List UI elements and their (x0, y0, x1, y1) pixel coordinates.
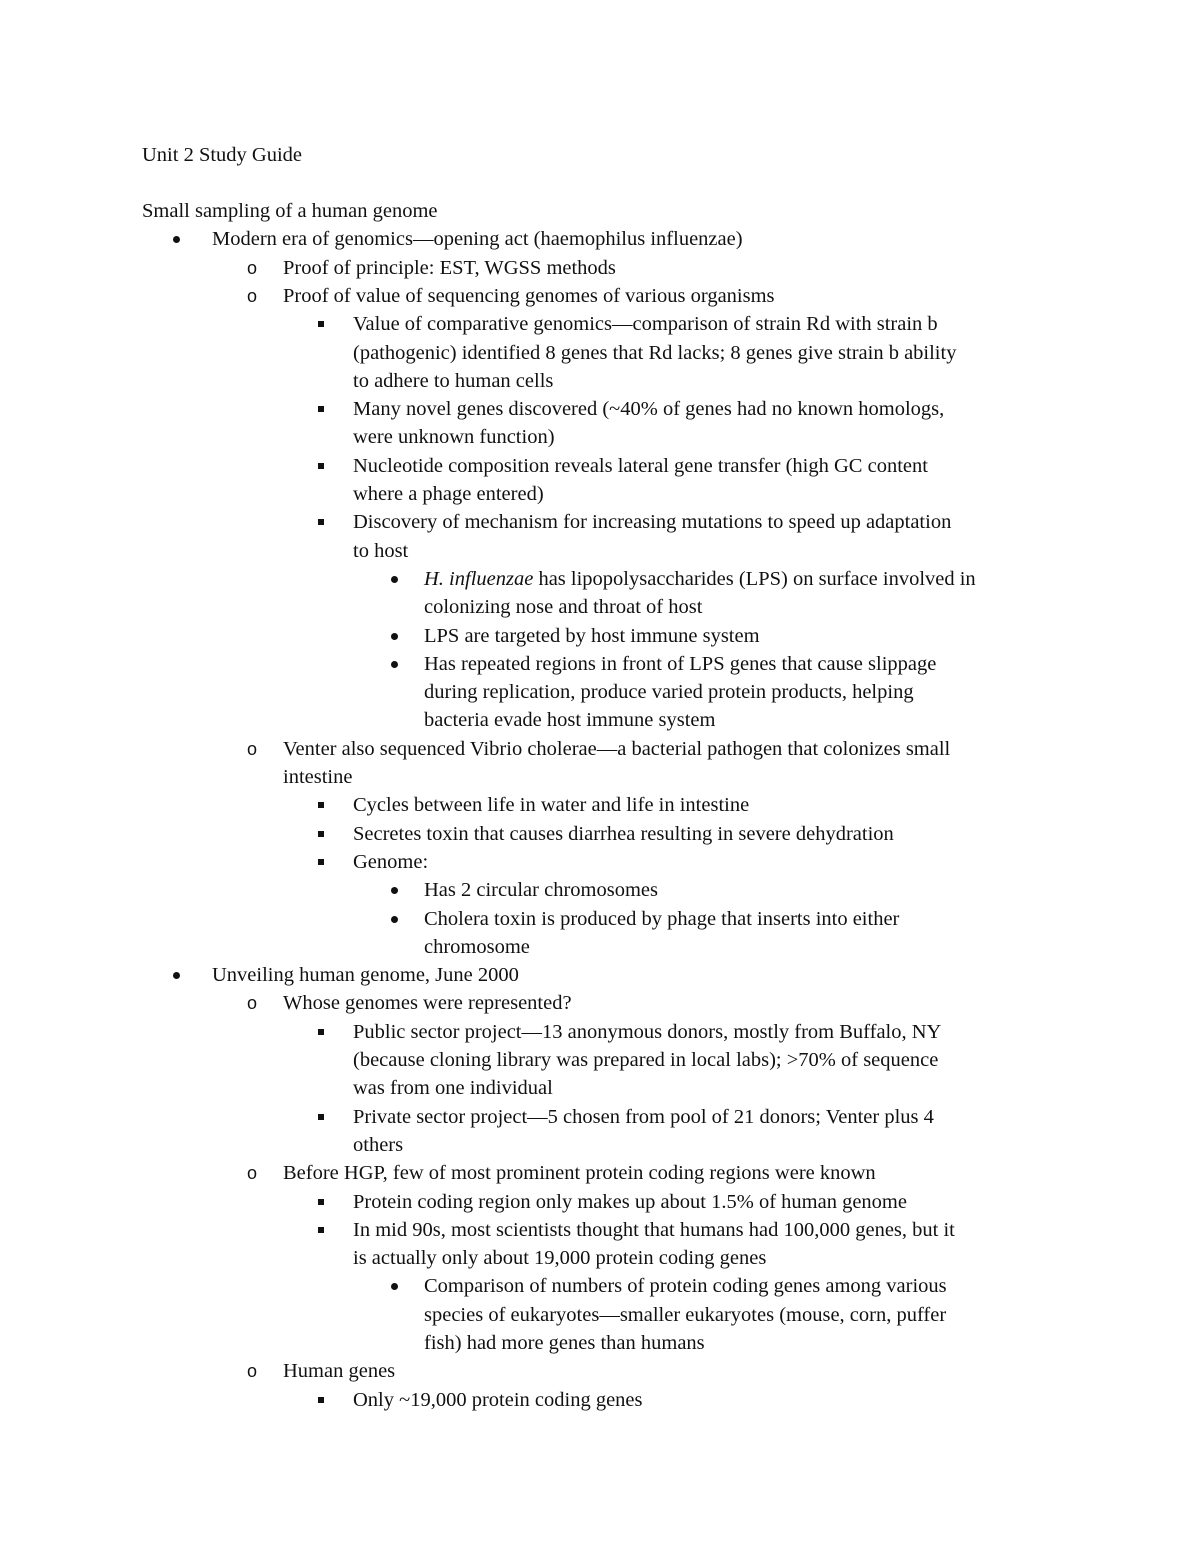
list-item-line: others (353, 1133, 404, 1156)
list-item-line: Whose genomes were represented? (283, 992, 572, 1015)
list-item-line: fish) had more genes than humans (424, 1332, 705, 1354)
bullet-square-icon (318, 1199, 324, 1205)
list-item-line: species of eukaryotes—smaller eukaryotes (mouse, corn, puffer (424, 1303, 947, 1326)
bullet-circle-icon: o (247, 993, 258, 1014)
list-item-line: (because cloning library was prepared in local labs); >70% of sequence (353, 1049, 939, 1071)
section-heading: Small sampling of a human genome (142, 200, 438, 222)
list-item-line: Genome: (353, 850, 429, 873)
bullet-dot-icon (391, 887, 398, 894)
bullet-dot-icon (173, 972, 180, 979)
list-item-line: Many novel genes discovered (~40% of genes had no known homologs, (353, 398, 945, 421)
list-item-line: bacteria evade host immune system (424, 709, 716, 732)
bullet-square-icon (318, 859, 324, 865)
list-item-line: is actually only about 19,000 protein coding genes (353, 1247, 767, 1270)
list-item-line: Only ~19,000 protein coding genes (353, 1388, 643, 1411)
list-item-line: Nucleotide composition reveals lateral gene transfer (high GC content (353, 454, 928, 477)
list-item-line: Proof of principle: EST, WGSS methods (283, 256, 616, 279)
bullet-dot-icon (391, 661, 398, 668)
italic-species-name: H. influenzae (424, 567, 534, 590)
list-item-line: Has repeated regions in front of LPS genes that cause slippage (424, 652, 937, 675)
bullet-circle-icon: o (247, 257, 258, 278)
bullet-circle-icon: o (247, 738, 258, 759)
bullet-dot-icon (391, 916, 398, 923)
bullet-circle-icon: o (247, 1163, 258, 1184)
list-item-line: colonizing nose and throat of host (424, 596, 703, 619)
list-item-line: was from one individual (353, 1077, 553, 1100)
list-item-line: Proof of value of sequencing genomes of various organisms (283, 284, 775, 307)
list-item-line: intestine (283, 766, 353, 788)
list-item-line: (pathogenic) identified 8 genes that Rd lacks; 8 genes give strain b ability (353, 341, 957, 364)
bullet-square-icon (318, 463, 324, 469)
bullet-square-icon (318, 321, 324, 327)
list-item-line: to host (353, 539, 409, 562)
bullet-dot-icon (173, 236, 180, 243)
list-item-line: Unveiling human genome, June 2000 (212, 964, 519, 987)
list-item-line: Cholera toxin is produced by phage that inserts into either (424, 907, 900, 930)
list-item-line: Secretes toxin that causes diarrhea resulting in severe dehydration (353, 822, 894, 845)
list-item-line: Human genes (283, 1360, 396, 1383)
list-item-line: LPS are targeted by host immune system (424, 624, 760, 647)
list-item-line: to adhere to human cells (353, 369, 554, 392)
list-item-line: In mid 90s, most scientists thought that humans had 100,000 genes, but it (353, 1218, 955, 1241)
list-item-line: Before HGP, few of most prominent protein coding regions were known (283, 1162, 876, 1185)
list-item-line: during replication, produce varied protein products, helping (424, 681, 914, 704)
list-item-line: Discovery of mechanism for increasing mutations to speed up adaptation (353, 511, 952, 534)
list-item-line: Value of comparative genomics—comparison of strain Rd with strain b (353, 313, 938, 336)
bullet-dot-icon (391, 633, 398, 640)
bullet-dot-icon (391, 576, 398, 583)
bullet-circle-icon: o (247, 1361, 258, 1382)
bullet-square-icon (318, 1114, 324, 1120)
list-item-line: Venter also sequenced Vibrio cholerae—a bacterial pathogen that colonizes small (283, 737, 951, 760)
list-item-text: has lipopolysaccharides (LPS) on surface involved in (533, 567, 976, 590)
bullet-square-icon (318, 1029, 324, 1035)
list-item-line: Comparison of numbers of protein coding genes among various (424, 1275, 947, 1298)
bullet-square-icon (318, 831, 324, 837)
list-item-line: where a phage entered) (353, 483, 544, 505)
bullet-square-icon (318, 1227, 324, 1233)
list-item-line: Public sector project—13 anonymous donors, mostly from Buffalo, NY (353, 1020, 942, 1043)
list-item-line: chromosome (424, 935, 530, 958)
list-item-line: Private sector project—5 chosen from pool of 21 donors; Venter plus 4 (353, 1105, 934, 1128)
bullet-circle-icon: o (247, 285, 258, 306)
bullet-square-icon (318, 802, 324, 808)
bullet-dot-icon (391, 1283, 398, 1290)
list-item-line: Modern era of genomics—opening act (haemophilus influenzae) (212, 228, 743, 251)
bullet-square-icon (318, 1397, 324, 1403)
list-item-line: Protein coding region only makes up about 1.5% of human genome (353, 1190, 907, 1213)
bullet-square-icon (318, 406, 324, 412)
list-item-line: Cycles between life in water and life in intestine (353, 794, 750, 817)
page-title: Unit 2 Study Guide (142, 144, 303, 166)
bullet-square-icon (318, 519, 324, 525)
list-item-line (424, 565, 976, 593)
list-item-line: were unknown function) (353, 426, 555, 449)
list-item-line: Has 2 circular chromosomes (424, 879, 658, 902)
